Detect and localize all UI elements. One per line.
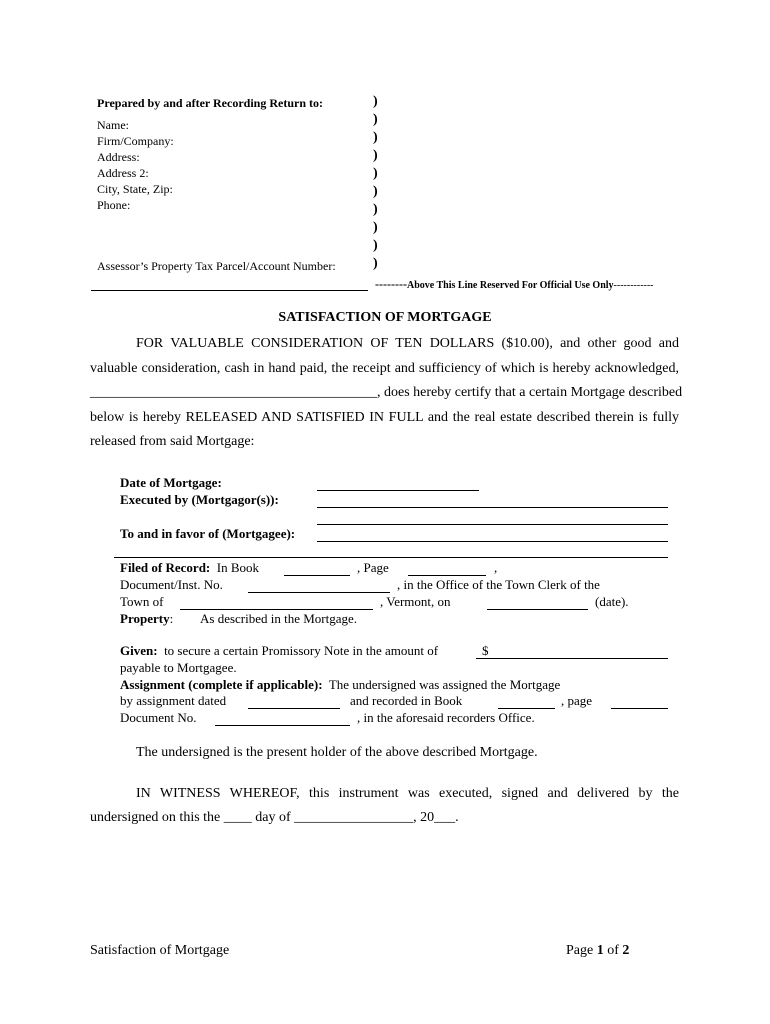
assignment-page-label: , page [561, 693, 593, 708]
mortgagee-label: To and in favor of (Mortgagee): [120, 526, 296, 541]
mortgagee-line[interactable] [317, 541, 668, 542]
executed-by-label: Executed by (Mortgagor(s)): [120, 492, 279, 507]
bracket-paren: ) [373, 184, 378, 199]
reserved-line-notice: --------Above This Line Reserved For Official Use Only------------ [375, 277, 654, 291]
given-row: Given: to secure a certain Promissory Note in the amount of [120, 643, 439, 658]
vermont-on-label: , Vermont, on [380, 594, 451, 609]
page-label: , Page [357, 560, 389, 575]
body-line-2: valuable consideration, cash in hand paid, the receipt and sufficiency of which is hereby acknowledged, [90, 361, 679, 376]
bracket-paren: ) [373, 220, 378, 235]
phone-field-label: Phone: [97, 198, 131, 212]
recording-date-line[interactable] [487, 609, 588, 610]
assignment-row: Assignment (complete if applicable): The undersigned was assigned the Mortgage [120, 677, 561, 692]
witness-line-1: IN WITNESS WHEREOF, this instrument was executed, signed and delivered by the [136, 786, 679, 801]
date-paren-label: (date). [595, 594, 629, 609]
document-no-line[interactable] [215, 725, 350, 726]
body-line-3: _________________________________________, does hereby certify that a certain Mortgage described [90, 385, 683, 400]
holder-statement: The undersigned is the present holder of the above described Mortgage. [136, 745, 538, 760]
footer-title: Satisfaction of Mortgage [90, 943, 230, 958]
prepared-by-label: Prepared by and after Recording Return to: [97, 96, 323, 110]
address-field-label: Address: [97, 150, 140, 164]
name-field-label: Name: [97, 118, 129, 132]
comma: , [494, 560, 498, 575]
date-of-mortgage-label: Date of Mortgage: [120, 475, 222, 490]
document-no-label: Document No. [120, 710, 197, 725]
date-of-mortgage-line[interactable] [317, 490, 479, 491]
town-label: Town of [120, 594, 164, 609]
property-row: Property: [120, 611, 174, 626]
property-value: As described in the Mortgage. [200, 611, 358, 626]
parcel-number-line[interactable] [91, 290, 368, 291]
assignment-page-line[interactable] [611, 708, 668, 709]
recorded-in-book-label: and recorded in Book [350, 693, 463, 708]
mortgagee-line-2[interactable] [114, 557, 668, 558]
payable-text: payable to Mortgagee. [120, 660, 237, 675]
bracket-paren: ) [373, 256, 378, 271]
body-line-4: below is hereby RELEASED AND SATISFIED IN FULL and the real estate described therein is fully [90, 410, 679, 425]
bracket-paren: ) [373, 238, 378, 253]
assignment-book-line[interactable] [498, 708, 555, 709]
filed-of-record-row: Filed of Record: In Book [120, 560, 260, 575]
bracket-paren: ) [373, 94, 378, 109]
assignment-date-line[interactable] [248, 708, 340, 709]
mortgagor-line-2[interactable] [317, 524, 668, 525]
bracket-paren: ) [373, 112, 378, 127]
parcel-label: Assessor’s Property Tax Parcel/Account Number: [97, 259, 336, 273]
body-line-5: released from said Mortgage: [90, 434, 255, 449]
body-line-1: FOR VALUABLE CONSIDERATION OF TEN DOLLARS ($10.00), and other good and [136, 336, 679, 351]
bracket-paren: ) [373, 148, 378, 163]
book-line[interactable] [284, 575, 350, 576]
doc-inst-line[interactable] [248, 592, 390, 593]
dollar-sign: $ [482, 643, 489, 658]
assignment-dated-label: by assignment dated [120, 693, 227, 708]
address2-field-label: Address 2: [97, 166, 149, 180]
office-text: , in the Office of the Town Clerk of the [397, 577, 600, 592]
document-title: SATISFACTION OF MORTGAGE [278, 310, 492, 325]
mortgagor-line[interactable] [317, 507, 668, 508]
page-indicator: Page 1 of 2 [566, 943, 630, 958]
city-field-label: City, State, Zip: [97, 182, 173, 196]
town-line[interactable] [180, 609, 373, 610]
note-amount-line[interactable] [476, 658, 668, 659]
bracket-paren: ) [373, 130, 378, 145]
firm-field-label: Firm/Company: [97, 134, 174, 148]
bracket-paren: ) [373, 202, 378, 217]
aforesaid-text: , in the aforesaid recorders Office. [357, 710, 535, 725]
doc-inst-label: Document/Inst. No. [120, 577, 223, 592]
page-line[interactable] [408, 575, 486, 576]
bracket-paren: ) [373, 166, 378, 181]
witness-line-2: undersigned on this the ____ day of _________________, 20___. [90, 810, 459, 825]
